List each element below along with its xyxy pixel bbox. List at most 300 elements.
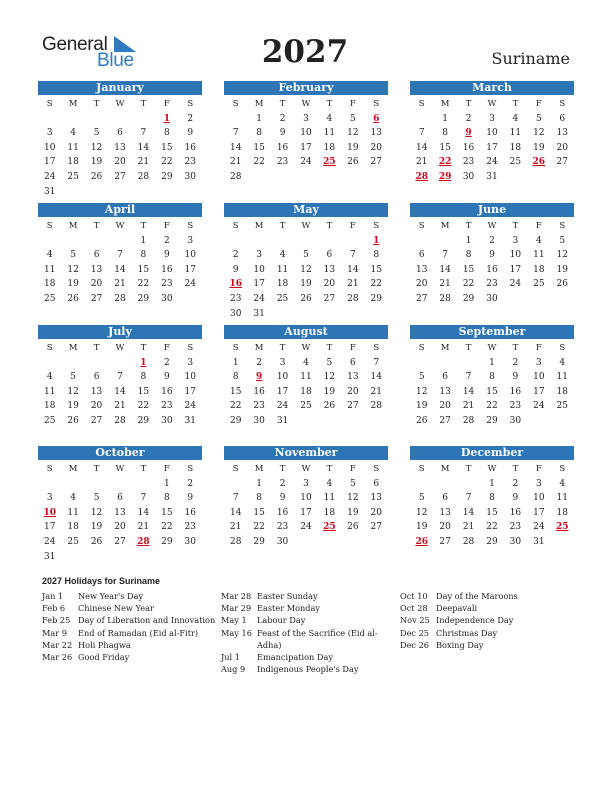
holiday-date: Dec 25	[400, 627, 430, 638]
day-cell: 29	[462, 293, 475, 304]
holiday-date: May 1	[221, 615, 247, 626]
day-cell: 3	[187, 235, 194, 246]
day-cell: 30	[161, 293, 173, 304]
day-cell: 18	[533, 264, 545, 275]
holiday-row	[400, 614, 518, 626]
day-cell: 7	[442, 250, 448, 261]
day-cell: 20	[370, 507, 382, 518]
day-cell: 2	[256, 357, 262, 368]
day-cell: 4	[279, 250, 286, 261]
weekday-label: T	[279, 221, 286, 231]
day-cell: 2	[279, 478, 286, 489]
month-august	[224, 325, 388, 429]
day-cell: 20	[370, 142, 382, 153]
day-cell: 16	[161, 264, 173, 275]
day-cell: 5	[535, 113, 542, 124]
holiday-name: Chinese New Year	[78, 603, 154, 614]
day-cell: 17	[184, 264, 196, 275]
day-cell: 29	[253, 536, 265, 547]
month-header: November	[224, 446, 388, 460]
weekday-label: S	[187, 221, 194, 231]
day-cell: 15	[462, 264, 475, 275]
empty-cell	[61, 234, 84, 249]
day-cell: 11	[509, 128, 522, 139]
weekday-label: S	[418, 221, 425, 231]
day-cell: 18	[67, 522, 79, 533]
day-cell: 5	[303, 250, 309, 261]
day-cell: 13	[439, 507, 451, 518]
day-cell: 13	[370, 493, 382, 504]
day-cell: 22	[229, 401, 242, 412]
empty-cell	[38, 234, 61, 249]
month-october	[38, 446, 202, 564]
day-cell: 5	[70, 372, 76, 383]
day-cell: 2	[187, 113, 194, 124]
day-cell: 12	[347, 493, 359, 504]
day-cell: 14	[114, 386, 126, 397]
month-april	[38, 203, 202, 307]
day-cell: 7	[232, 493, 239, 504]
day-cell: 25	[300, 401, 312, 412]
day-cell: 31	[43, 186, 56, 197]
holiday-day: 25	[323, 157, 336, 168]
weekday-label: S	[46, 464, 53, 474]
day-cell: 19	[90, 157, 103, 168]
weekday-label: S	[232, 343, 239, 353]
weekday-label: W	[301, 464, 311, 474]
weekday-label: T	[465, 464, 472, 474]
holiday-name: Boxing Day	[436, 639, 484, 650]
day-cell: 10	[184, 250, 196, 261]
day-cell: 30	[509, 536, 522, 547]
empty-cell	[318, 234, 341, 249]
day-cell: 18	[323, 142, 336, 153]
day-cell: 21	[462, 401, 475, 412]
day-cell: 15	[161, 142, 173, 153]
weekday-label: F	[535, 343, 542, 353]
day-cell: 30	[486, 293, 498, 304]
day-cell: 27	[347, 401, 359, 412]
holiday-row	[400, 627, 518, 639]
day-cell: 20	[90, 279, 103, 290]
holiday-date: Mar 28	[221, 591, 252, 601]
day-cell: 16	[253, 386, 265, 397]
day-cell: 28	[114, 293, 126, 304]
day-cell: 25	[43, 415, 56, 426]
day-cell: 9	[512, 493, 519, 504]
day-cell: 21	[114, 401, 126, 412]
day-cell: 18	[556, 507, 568, 518]
day-cell: 4	[512, 113, 519, 124]
day-cell: 28	[114, 415, 126, 426]
day-cell: 21	[370, 386, 382, 397]
day-cell: 26	[556, 279, 568, 290]
weekday-label: T	[326, 221, 333, 231]
day-cell: 10	[509, 250, 522, 261]
empty-cell	[247, 234, 270, 249]
day-cell: 5	[93, 128, 100, 139]
day-cell: 8	[163, 128, 170, 139]
empty-cell	[271, 234, 294, 249]
day-cell: 27	[439, 536, 451, 547]
day-cell: 24	[533, 522, 545, 533]
day-cell: 3	[46, 493, 53, 504]
day-cell: 11	[556, 372, 568, 383]
day-cell: 9	[232, 264, 239, 275]
day-cell: 3	[303, 113, 309, 124]
empty-cell	[410, 234, 433, 249]
day-cell: 15	[253, 507, 265, 518]
weekday-label: T	[512, 221, 519, 231]
day-cell: 28	[137, 171, 150, 182]
day-cell: 19	[556, 264, 568, 275]
day-cell: 24	[300, 522, 312, 533]
day-cell: 23	[229, 293, 242, 304]
empty-cell	[410, 477, 433, 492]
month-header: June	[410, 203, 574, 217]
weekday-label: W	[487, 343, 497, 353]
weekday-label: F	[349, 221, 356, 231]
day-cell: 24	[253, 293, 265, 304]
day-cell: 17	[486, 142, 498, 153]
day-cell: 29	[370, 293, 382, 304]
day-cell: 7	[140, 128, 147, 139]
day-cell: 8	[140, 250, 147, 261]
day-cell: 1	[489, 357, 495, 368]
day-cell: 23	[253, 401, 265, 412]
day-cell: 10	[533, 372, 545, 383]
weekday-label: T	[512, 464, 519, 474]
holiday-day: 9	[256, 372, 263, 383]
day-cell: 11	[300, 372, 312, 383]
day-cell: 11	[43, 386, 56, 397]
empty-cell	[38, 112, 61, 127]
holiday-name: Good Friday	[78, 652, 130, 663]
holiday-day: 1	[373, 235, 380, 246]
day-cell: 31	[276, 415, 289, 426]
month-header: January	[38, 81, 202, 95]
day-cell: 30	[253, 415, 265, 426]
weekday-label: W	[487, 99, 497, 109]
day-cell: 3	[489, 113, 495, 124]
weekday-label: T	[140, 221, 147, 231]
day-cell: 10	[184, 372, 196, 383]
day-cell: 3	[46, 128, 53, 139]
empty-cell	[132, 477, 155, 492]
weekday-label: S	[373, 99, 380, 109]
day-cell: 17	[43, 522, 56, 533]
holiday-day: 9	[465, 128, 472, 139]
holiday-name: Adha)	[257, 639, 282, 650]
day-cell: 1	[140, 235, 147, 246]
empty-cell	[85, 112, 108, 127]
holiday-row	[42, 627, 215, 639]
month-header: March	[410, 81, 574, 95]
brand-logo	[42, 34, 142, 74]
empty-cell	[108, 112, 131, 127]
day-cell: 20	[347, 386, 359, 397]
weekday-label: F	[349, 343, 356, 353]
day-cell: 30	[462, 171, 475, 182]
day-cell: 24	[43, 536, 56, 547]
holiday-date: Dec 26	[400, 639, 430, 650]
day-cell: 6	[326, 250, 333, 261]
month-header: April	[38, 203, 202, 217]
day-cell: 18	[300, 386, 312, 397]
weekday-label: F	[349, 99, 356, 109]
day-cell: 27	[323, 293, 336, 304]
day-cell: 16	[486, 264, 498, 275]
day-cell: 24	[276, 401, 289, 412]
weekday-label: M	[254, 99, 264, 109]
month-day-grid	[38, 341, 202, 429]
weekday-label: S	[559, 464, 566, 474]
empty-cell	[132, 112, 155, 127]
day-cell: 21	[137, 157, 150, 168]
weekday-label: T	[279, 343, 286, 353]
day-cell: 5	[349, 478, 356, 489]
day-cell: 20	[323, 279, 336, 290]
day-cell: 11	[276, 264, 289, 275]
day-cell: 12	[347, 128, 359, 139]
day-cell: 16	[276, 142, 289, 153]
weekday-label: T	[512, 99, 519, 109]
weekday-label: W	[115, 464, 125, 474]
day-cell: 24	[533, 401, 545, 412]
holiday-day: 25	[555, 522, 569, 533]
weekday-label: M	[68, 464, 78, 474]
day-cell: 14	[229, 507, 242, 518]
weekday-label: S	[418, 99, 425, 109]
logo-word-general: General	[42, 34, 108, 55]
day-cell: 8	[256, 128, 262, 139]
day-cell: 6	[442, 372, 448, 383]
day-cell: 9	[512, 372, 519, 383]
weekday-label: S	[46, 343, 53, 353]
weekday-label: M	[68, 343, 78, 353]
holiday-date: Mar 26	[42, 652, 73, 663]
day-cell: 19	[67, 279, 79, 290]
day-cell: 11	[323, 493, 336, 504]
day-cell: 26	[90, 536, 103, 547]
day-cell: 21	[439, 279, 451, 290]
day-cell: 1	[163, 478, 170, 489]
day-cell: 24	[300, 157, 312, 168]
day-cell: 21	[229, 522, 242, 533]
day-cell: 30	[161, 415, 173, 426]
day-cell: 23	[184, 157, 196, 168]
holiday-name: New Year's Day	[78, 591, 144, 601]
day-cell: 28	[439, 293, 451, 304]
day-cell: 26	[323, 401, 336, 412]
day-cell: 4	[46, 372, 53, 383]
weekday-label: W	[115, 99, 125, 109]
day-cell: 15	[229, 386, 242, 397]
day-cell: 18	[323, 507, 336, 518]
day-cell: 7	[465, 493, 472, 504]
day-cell: 10	[253, 264, 265, 275]
day-cell: 13	[556, 128, 568, 139]
day-cell: 4	[46, 250, 53, 261]
empty-cell	[410, 112, 433, 127]
day-cell: 19	[415, 522, 428, 533]
day-cell: 24	[184, 279, 196, 290]
day-cell: 1	[465, 235, 472, 246]
weekday-label: W	[487, 464, 497, 474]
day-cell: 1	[256, 478, 262, 489]
day-cell: 5	[349, 113, 356, 124]
day-cell: 15	[439, 142, 451, 153]
month-day-grid	[410, 219, 574, 307]
day-cell: 31	[533, 536, 545, 547]
holiday-row	[42, 639, 215, 651]
day-cell: 13	[114, 142, 126, 153]
month-february	[224, 81, 388, 185]
weekday-label: T	[465, 343, 472, 353]
day-cell: 20	[415, 279, 428, 290]
holiday-name: Labour Day	[257, 615, 306, 626]
holiday-day: 22	[438, 157, 452, 168]
day-cell: 3	[535, 357, 542, 368]
day-cell: 27	[114, 171, 126, 182]
day-cell: 21	[137, 522, 150, 533]
day-cell: 3	[535, 478, 542, 489]
day-cell: 7	[232, 128, 239, 139]
day-cell: 17	[533, 507, 545, 518]
day-cell: 19	[67, 401, 79, 412]
day-cell: 15	[253, 142, 265, 153]
empty-cell	[38, 477, 61, 492]
day-cell: 10	[486, 128, 498, 139]
weekday-label: T	[465, 221, 472, 231]
day-cell: 22	[253, 157, 265, 168]
day-cell: 17	[533, 386, 545, 397]
day-cell: 12	[90, 507, 103, 518]
holiday-date: Jul 1	[221, 652, 240, 663]
weekday-label: S	[187, 343, 194, 353]
holiday-day: 16	[229, 279, 242, 290]
day-cell: 23	[276, 522, 289, 533]
holiday-row	[42, 614, 215, 626]
day-cell: 12	[533, 128, 545, 139]
day-cell: 4	[559, 478, 566, 489]
day-cell: 15	[486, 507, 498, 518]
day-cell: 28	[462, 415, 475, 426]
holiday-name: Easter Sunday	[257, 591, 318, 601]
weekday-label: S	[187, 464, 194, 474]
day-cell: 14	[462, 386, 475, 397]
day-cell: 2	[163, 235, 170, 246]
day-cell: 18	[43, 279, 56, 290]
day-cell: 8	[489, 372, 495, 383]
day-cell: 2	[232, 250, 239, 261]
weekday-label: F	[163, 221, 170, 231]
day-cell: 22	[486, 522, 498, 533]
day-cell: 13	[114, 507, 126, 518]
weekday-label: T	[140, 464, 147, 474]
day-cell: 5	[93, 493, 100, 504]
day-cell: 6	[373, 478, 380, 489]
day-cell: 5	[326, 357, 333, 368]
empty-cell	[224, 234, 247, 249]
day-cell: 5	[70, 250, 76, 261]
weekday-label: T	[140, 343, 147, 353]
month-header: September	[410, 325, 574, 339]
weekday-label: M	[440, 464, 450, 474]
day-cell: 11	[323, 128, 336, 139]
day-cell: 2	[279, 113, 286, 124]
weekday-label: W	[301, 343, 311, 353]
day-cell: 1	[442, 113, 448, 124]
day-cell: 27	[90, 415, 103, 426]
month-day-grid	[38, 97, 202, 199]
month-january	[38, 81, 202, 199]
holiday-day: 29	[438, 171, 452, 182]
holiday-row	[400, 602, 518, 614]
day-cell: 22	[137, 401, 150, 412]
day-cell: 3	[279, 357, 286, 368]
holiday-row	[400, 590, 518, 602]
weekday-label: S	[46, 221, 53, 231]
day-cell: 7	[349, 250, 356, 261]
day-cell: 31	[184, 415, 196, 426]
day-cell: 28	[229, 536, 242, 547]
holiday-day: 26	[415, 536, 428, 547]
holiday-row	[400, 639, 518, 651]
day-cell: 2	[187, 478, 194, 489]
holiday-date: Nov 25	[400, 615, 430, 626]
day-cell: 23	[276, 157, 289, 168]
day-cell: 16	[161, 386, 173, 397]
day-cell: 10	[300, 128, 312, 139]
day-cell: 12	[90, 142, 103, 153]
day-cell: 16	[462, 142, 475, 153]
day-cell: 21	[415, 157, 428, 168]
weekday-label: F	[535, 221, 542, 231]
holiday-name: Feast of the Sacrifice (Eid al-	[257, 627, 378, 638]
holiday-date: Mar 9	[42, 627, 67, 638]
day-cell: 31	[486, 171, 498, 182]
holiday-date: Oct 10	[400, 591, 428, 601]
weekday-label: S	[232, 221, 239, 231]
day-cell: 14	[370, 372, 382, 383]
month-header: August	[224, 325, 388, 339]
weekday-label: W	[301, 221, 311, 231]
day-cell: 31	[43, 551, 56, 562]
day-cell: 29	[486, 536, 498, 547]
weekday-label: T	[93, 343, 100, 353]
weekday-label: M	[440, 221, 450, 231]
holidays-title: 2027 Holidays for Suriname	[42, 576, 161, 586]
holiday-name: Emancipation Day	[257, 652, 334, 663]
day-cell: 9	[163, 372, 170, 383]
day-cell: 14	[114, 264, 126, 275]
holiday-date: Mar 29	[221, 603, 252, 614]
holiday-date: Jan 1	[42, 591, 64, 601]
day-cell: 29	[137, 293, 150, 304]
holiday-row	[42, 602, 215, 614]
day-cell: 19	[90, 522, 103, 533]
day-cell: 9	[187, 128, 194, 139]
weekday-label: S	[559, 99, 566, 109]
empty-cell	[433, 234, 456, 249]
day-cell: 11	[43, 264, 56, 275]
country-name: Suriname	[491, 49, 570, 68]
day-cell: 15	[370, 264, 382, 275]
day-cell: 13	[347, 372, 359, 383]
day-cell: 23	[462, 157, 475, 168]
calendar-year: 2027	[261, 34, 349, 70]
